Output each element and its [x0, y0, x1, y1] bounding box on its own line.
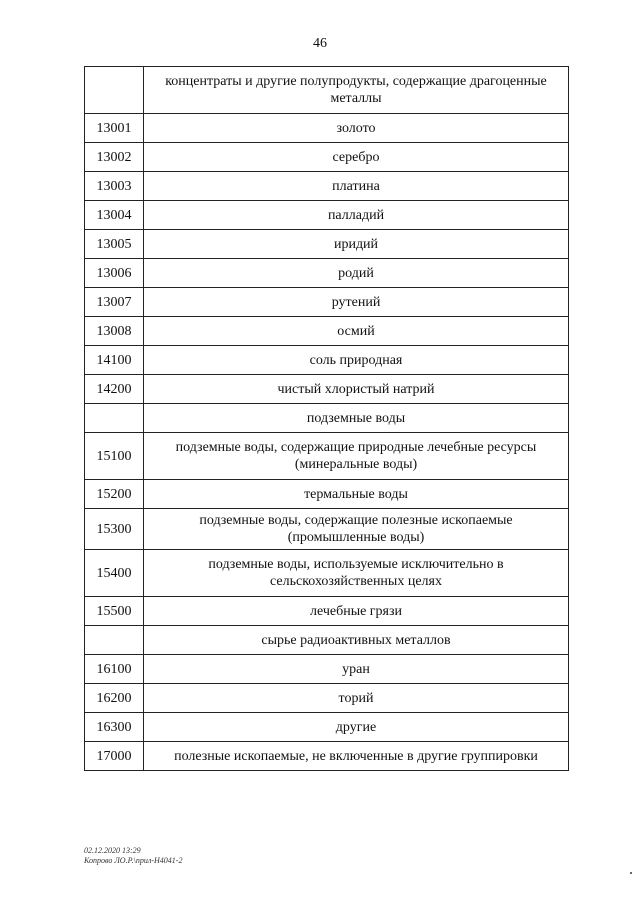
- table-row: [85, 259, 569, 288]
- name-cell: лечебные грязи: [144, 597, 569, 626]
- code-cell: 14200: [85, 375, 144, 404]
- table-row: [85, 114, 569, 143]
- name-cell: торий: [144, 684, 569, 713]
- name-cell: осмий: [144, 317, 569, 346]
- code-cell: 16100: [85, 655, 144, 684]
- code-cell: 15300: [85, 509, 144, 550]
- name-cell: подземные воды, содержащие полезные ископаемые (промышленные воды): [144, 509, 569, 550]
- table-row: [85, 480, 569, 509]
- code-cell: 14100: [85, 346, 144, 375]
- code-cell: [85, 404, 144, 433]
- table-row: [85, 509, 569, 550]
- table-row: [85, 713, 569, 742]
- table-row: [85, 597, 569, 626]
- code-cell: 17000: [85, 742, 144, 771]
- code-cell: 15400: [85, 550, 144, 597]
- mineral-codes-table: [84, 66, 569, 771]
- table-row: [85, 433, 569, 480]
- code-cell: 13007: [85, 288, 144, 317]
- name-cell: другие: [144, 713, 569, 742]
- name-cell: рутений: [144, 288, 569, 317]
- code-cell: 13005: [85, 230, 144, 259]
- footer-document-ref: Копрово ЛО.Р.\прил-Н4041-2: [84, 856, 183, 865]
- name-cell: сырье радиоактивных металлов: [144, 626, 569, 655]
- table-row: [85, 143, 569, 172]
- table-row: [85, 375, 569, 404]
- code-cell: 13004: [85, 201, 144, 230]
- table-row: [85, 230, 569, 259]
- name-cell: серебро: [144, 143, 569, 172]
- name-cell: чистый хлористый натрий: [144, 375, 569, 404]
- name-cell: полезные ископаемые, не включенные в другие группировки: [144, 742, 569, 771]
- table-row: [85, 317, 569, 346]
- code-cell: [85, 67, 144, 114]
- name-cell: палладий: [144, 201, 569, 230]
- table-row: [85, 742, 569, 771]
- code-cell: 16200: [85, 684, 144, 713]
- name-cell: концентраты и другие полупродукты, содержащие драгоценные металлы: [144, 67, 569, 114]
- code-cell: 15100: [85, 433, 144, 480]
- footer-timestamp: 02.12.2020 13:29: [84, 846, 141, 855]
- scan-speck: [630, 872, 632, 874]
- code-cell: 13008: [85, 317, 144, 346]
- name-cell: соль природная: [144, 346, 569, 375]
- code-cell: 13002: [85, 143, 144, 172]
- code-cell: 13006: [85, 259, 144, 288]
- name-cell: золото: [144, 114, 569, 143]
- table-row: [85, 626, 569, 655]
- code-cell: 15200: [85, 480, 144, 509]
- table-row: [85, 172, 569, 201]
- name-cell: подземные воды, содержащие природные лечебные ресурсы (минеральные воды): [144, 433, 569, 480]
- code-cell: [85, 626, 144, 655]
- table-body: [85, 67, 569, 771]
- table-row: [85, 550, 569, 597]
- name-cell: уран: [144, 655, 569, 684]
- table-row: [85, 346, 569, 375]
- name-cell: подземные воды, используемые исключительно в сельскохозяйственных целях: [144, 550, 569, 597]
- name-cell: термальные воды: [144, 480, 569, 509]
- table-row: [85, 404, 569, 433]
- code-cell: 15500: [85, 597, 144, 626]
- table-row: [85, 684, 569, 713]
- name-cell: родий: [144, 259, 569, 288]
- document-footer: [84, 846, 182, 866]
- name-cell: подземные воды: [144, 404, 569, 433]
- name-cell: иридий: [144, 230, 569, 259]
- table-row: [85, 67, 569, 114]
- page-number: 46: [313, 36, 327, 51]
- code-cell: 13003: [85, 172, 144, 201]
- table-row: [85, 201, 569, 230]
- code-cell: 13001: [85, 114, 144, 143]
- table-row: [85, 288, 569, 317]
- code-cell: 16300: [85, 713, 144, 742]
- name-cell: платина: [144, 172, 569, 201]
- table-row: [85, 655, 569, 684]
